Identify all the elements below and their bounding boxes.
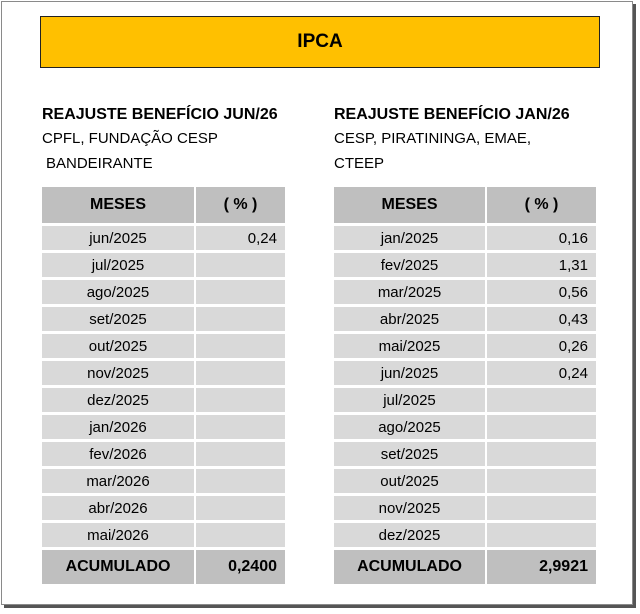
percent-cell: 0,24 (194, 226, 285, 250)
month-cell: nov/2025 (334, 496, 485, 520)
right-companies-line2: CTEEP (334, 155, 385, 172)
table-row (334, 496, 596, 520)
percent-cell: 0,26 (485, 334, 596, 358)
table-row (334, 361, 596, 385)
percent-cell: 0,56 (485, 280, 596, 304)
month-cell: fev/2025 (334, 253, 485, 277)
percent-cell (194, 334, 285, 358)
percent-cell (194, 442, 285, 466)
month-cell: mai/2026 (42, 523, 194, 547)
table-row (334, 280, 596, 304)
table-row (42, 253, 285, 277)
table-row (42, 334, 285, 358)
table-row (42, 415, 285, 439)
month-cell: ago/2025 (334, 415, 485, 439)
table-header-row (42, 187, 285, 223)
left-section-title: REAJUSTE BENEFÍCIO JUN/26 (42, 106, 278, 123)
month-cell: mar/2026 (42, 469, 194, 493)
month-cell: abr/2026 (42, 496, 194, 520)
right-companies-line1: CESP, PIRATININGA, EMAE, (334, 130, 531, 147)
percent-cell (485, 496, 596, 520)
month-cell: set/2025 (42, 307, 194, 331)
table-row (334, 226, 596, 250)
table-row (42, 469, 285, 493)
table-row (334, 415, 596, 439)
header-percent: ( % ) (485, 187, 596, 223)
month-cell: mai/2025 (334, 334, 485, 358)
month-cell: jul/2025 (42, 253, 194, 277)
percent-cell (194, 280, 285, 304)
table-row (42, 226, 285, 250)
right-section-title: REAJUSTE BENEFÍCIO JAN/26 (334, 106, 570, 123)
header-percent: ( % ) (194, 187, 285, 223)
percent-cell (485, 523, 596, 547)
right-header-block (334, 104, 570, 176)
table-row (334, 388, 596, 412)
percent-cell (485, 415, 596, 439)
total-row (334, 550, 596, 584)
percent-cell (485, 469, 596, 493)
total-label: ACUMULADO (42, 550, 194, 584)
table-row (42, 442, 285, 466)
table-row (334, 334, 596, 358)
month-cell: out/2025 (334, 469, 485, 493)
percent-cell (485, 388, 596, 412)
table-row (334, 307, 596, 331)
table-header-row (334, 187, 596, 223)
percent-cell (194, 388, 285, 412)
percent-cell (194, 523, 285, 547)
percent-cell (194, 469, 285, 493)
percent-cell (194, 253, 285, 277)
table-row (42, 307, 285, 331)
percent-cell: 0,24 (485, 361, 596, 385)
month-cell: abr/2025 (334, 307, 485, 331)
percent-cell (194, 307, 285, 331)
table-row (42, 496, 285, 520)
month-cell: dez/2025 (334, 523, 485, 547)
month-cell: dez/2025 (42, 388, 194, 412)
month-cell: jul/2025 (334, 388, 485, 412)
table-row (334, 442, 596, 466)
percent-cell: 0,43 (485, 307, 596, 331)
table-row (42, 361, 285, 385)
right-ipca-table (334, 184, 596, 587)
total-label: ACUMULADO (334, 550, 485, 584)
month-cell: ago/2025 (42, 280, 194, 304)
percent-cell (194, 496, 285, 520)
table-row (42, 523, 285, 547)
table-row (334, 253, 596, 277)
month-cell: jan/2025 (334, 226, 485, 250)
month-cell: jan/2026 (42, 415, 194, 439)
month-cell: jun/2025 (42, 226, 194, 250)
banner-title: IPCA (297, 31, 343, 52)
percent-cell (485, 442, 596, 466)
left-companies-line2: BANDEIRANTE (46, 155, 153, 172)
month-cell: fev/2026 (42, 442, 194, 466)
percent-cell (194, 361, 285, 385)
table-row (334, 469, 596, 493)
percent-cell: 1,31 (485, 253, 596, 277)
ipca-banner (40, 16, 600, 68)
month-cell: jun/2025 (334, 361, 485, 385)
table-row (42, 280, 285, 304)
header-months: MESES (42, 187, 194, 223)
month-cell: nov/2025 (42, 361, 194, 385)
total-row (42, 550, 285, 584)
total-value: 2,9921 (485, 550, 596, 584)
table-row (42, 388, 285, 412)
percent-cell (194, 415, 285, 439)
header-months: MESES (334, 187, 485, 223)
month-cell: set/2025 (334, 442, 485, 466)
left-companies-line1: CPFL, FUNDAÇÃO CESP (42, 130, 218, 147)
month-cell: mar/2025 (334, 280, 485, 304)
left-header-block (42, 104, 278, 176)
left-ipca-table (42, 184, 285, 587)
percent-cell: 0,16 (485, 226, 596, 250)
table-row (334, 523, 596, 547)
total-value: 0,2400 (194, 550, 285, 584)
month-cell: out/2025 (42, 334, 194, 358)
